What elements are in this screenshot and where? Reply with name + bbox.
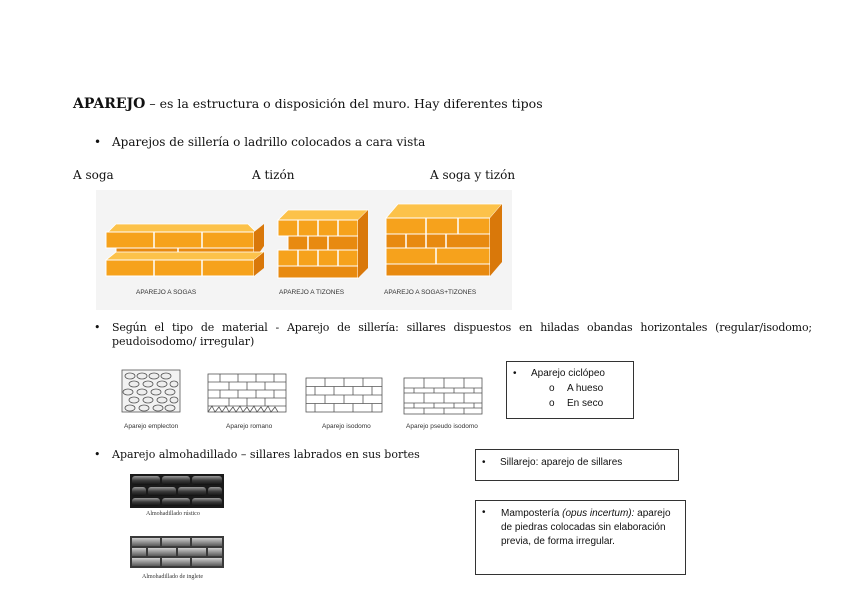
bullet-dot: • (513, 368, 517, 379)
sub-bullet-o: o (549, 383, 555, 394)
wall-pseudo-isodomo (404, 378, 482, 414)
wall-pattern-diagrams (108, 366, 494, 432)
mamposteria-term: Mampostería (501, 508, 560, 519)
almohadillado-caption-rustico: Almohadillado rústico (146, 511, 200, 517)
almohadillado-inglete (130, 536, 224, 568)
ciclopeo-box (506, 361, 634, 419)
heading (73, 96, 543, 112)
label-a-soga: A soga (73, 168, 114, 182)
sub-bullet-o: o (549, 398, 555, 409)
bullet-material-line1: Según el tipo de material - Aparejo de sillería: sillares dispuestos en hiladas obandas horizontales (regular/isodomo; (112, 321, 812, 334)
wall-sogas (106, 224, 264, 276)
brick-bond-diagrams (96, 190, 512, 310)
bullet-material (94, 321, 812, 349)
brick-caption-sogas-tizones: APAREJO A SOGAS+TIZONES (384, 289, 477, 296)
almohadillado-diagrams (126, 470, 230, 582)
bullet-almohadillado: • Aparejo almohadillado – sillares labrados en sus bortes (112, 448, 420, 461)
almohadillado-rustico (130, 474, 224, 508)
mamposteria-latin: (opus incertum): (562, 508, 635, 519)
heading-term: APAREJO (73, 96, 146, 112)
label-a-tizon: A tizón (252, 168, 295, 182)
wall-romano (208, 374, 286, 412)
wall-sogas-tizones (386, 204, 502, 276)
bullet-dot: • (94, 321, 101, 334)
wall-caption-pseudo-isodomo: Aparejo pseudo isodomo (406, 423, 478, 430)
heading-rest: – es la estructura o disposición del muro. Hay diferentes tipos (149, 96, 543, 111)
ciclopeo-item-seco: En seco (567, 398, 604, 409)
wall-caption-isodomo: Aparejo isodomo (322, 423, 371, 430)
bullet-material-line2: peudoisodomo/ irregular) (112, 335, 255, 348)
almohadillado-caption-inglete: Almohadillado de inglete (142, 574, 203, 580)
wall-tizones (278, 210, 368, 278)
wall-isodomo (306, 378, 382, 412)
bullet-dot: • (482, 457, 486, 468)
mamposteria-box (475, 500, 686, 575)
mamposteria-rest: aparejo de piedras colocadas sin elaboración previa, de forma irregular. (501, 508, 671, 547)
bullet-dot: • (482, 507, 486, 518)
ciclopeo-title: Aparejo ciclópeo (531, 368, 605, 379)
label-a-soga-y-tizon: A soga y tizón (430, 168, 516, 182)
sillarejo-box (475, 449, 679, 481)
brick-caption-tizones: APAREJO A TIZONES (279, 289, 345, 296)
mamposteria-text (501, 507, 673, 549)
wall-emplecton (122, 370, 180, 412)
ciclopeo-item-hueso: A hueso (567, 383, 604, 394)
sillarejo-text: Sillarejo: aparejo de sillares (500, 457, 623, 468)
bullet-cara-vista: • Aparejos de sillería o ladrillo colocados a cara vista (112, 135, 425, 149)
wall-caption-romano: Aparejo romano (226, 423, 273, 430)
wall-caption-emplecton: Aparejo emplecton (124, 423, 179, 430)
brick-caption-sogas: APAREJO A SOGAS (136, 289, 197, 296)
